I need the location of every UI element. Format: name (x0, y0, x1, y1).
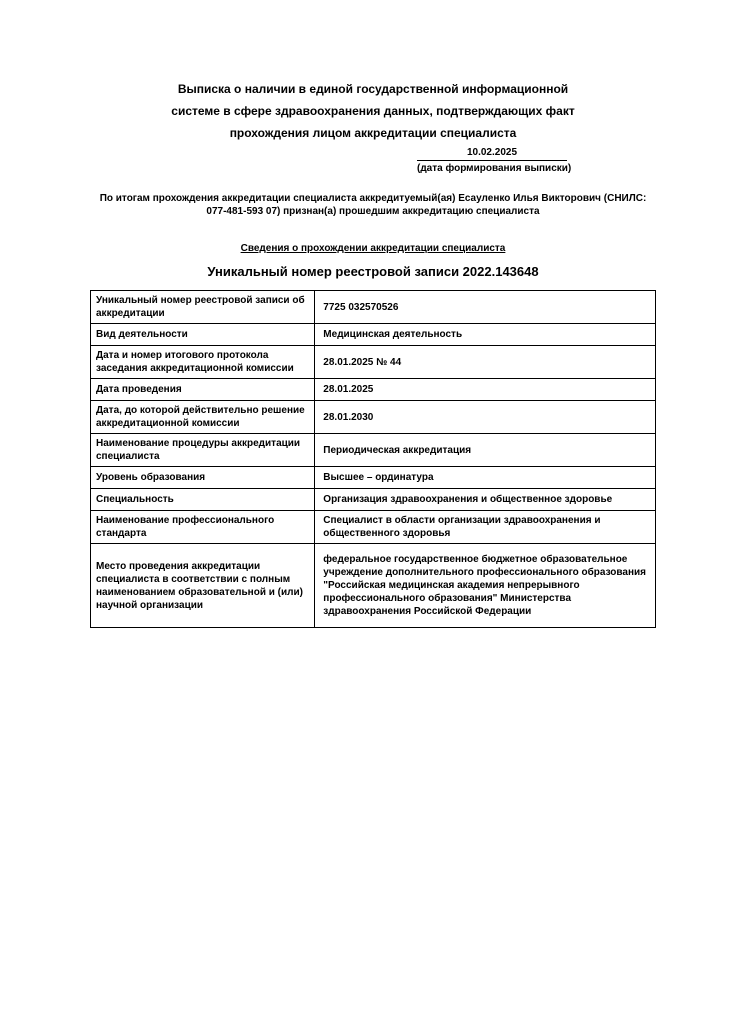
issue-date: 10.02.2025 (417, 146, 567, 161)
row-value: Высшее – ординатура (315, 467, 656, 489)
table-row (91, 324, 656, 346)
table-row (91, 434, 656, 467)
table-row (91, 379, 656, 401)
row-value: 28.01.2030 (315, 401, 656, 434)
table-row (91, 511, 656, 544)
row-label: Уникальный номер реестровой записи об аккредитации (91, 291, 315, 324)
row-value: 28.01.2025 № 44 (315, 346, 656, 379)
document-title-line-3: прохождения лицом аккредитации специалиста (229, 126, 517, 140)
row-label: Вид деятельности (91, 324, 315, 346)
row-label: Специальность (91, 489, 315, 511)
row-label: Наименование процедуры аккредитации специалиста (91, 434, 315, 467)
row-value: 7725 032570526 (315, 291, 656, 324)
registry-number-heading: Уникальный номер реестровой записи 2022.143648 (207, 264, 539, 279)
row-label: Наименование профессионального стандарта (91, 511, 315, 544)
row-value: Организация здравоохранения и общественное здоровье (315, 489, 656, 511)
table-row (91, 346, 656, 379)
table-row (91, 291, 656, 324)
accreditation-table (90, 290, 656, 628)
row-label: Дата и номер итогового протокола заседания аккредитационной комиссии (91, 346, 315, 379)
document-title-line-1: Выписка о наличии в единой государственной информационной (177, 82, 569, 96)
table-row (91, 401, 656, 434)
row-label: Уровень образования (91, 467, 315, 489)
row-value: Специалист в области организации здравоохранения и общественного здоровья (315, 511, 656, 544)
intro-paragraph: По итогам прохождения аккредитации специалиста аккредитуемый(ая) Есауленко Илья Викторович (СНИЛС: 077-481-593 07) признан(а) прошедшим аккредитацию специалиста (99, 193, 647, 217)
section-heading: Сведения о прохождении аккредитации специалиста (240, 243, 506, 254)
table-row (91, 544, 656, 628)
table-row (91, 489, 656, 511)
row-label: Дата проведения (91, 379, 315, 401)
row-value: Периодическая аккредитация (315, 434, 656, 467)
issue-date-block (417, 146, 572, 175)
row-value: 28.01.2025 (315, 379, 656, 401)
row-label: Место проведения аккредитации специалиста в соответствии с полным наименованием образовательной и (или) научной организации (91, 544, 315, 628)
table-row (91, 467, 656, 489)
issue-date-caption: (дата формирования выписки) (417, 163, 572, 174)
document-title-line-2: системе в сфере здравоохранения данных, подтверждающих факт (171, 104, 575, 118)
row-value: Медицинская деятельность (315, 324, 656, 346)
document-title (90, 78, 656, 144)
row-label: Дата, до которой действительно решение аккредитационной комиссии (91, 401, 315, 434)
row-value: федеральное государственное бюджетное образовательное учреждение дополнительного профессионального образования "Российская медицинская академия непрерывного профессионального образования" Министерства здравоохранения Российской Федерации (315, 544, 656, 628)
